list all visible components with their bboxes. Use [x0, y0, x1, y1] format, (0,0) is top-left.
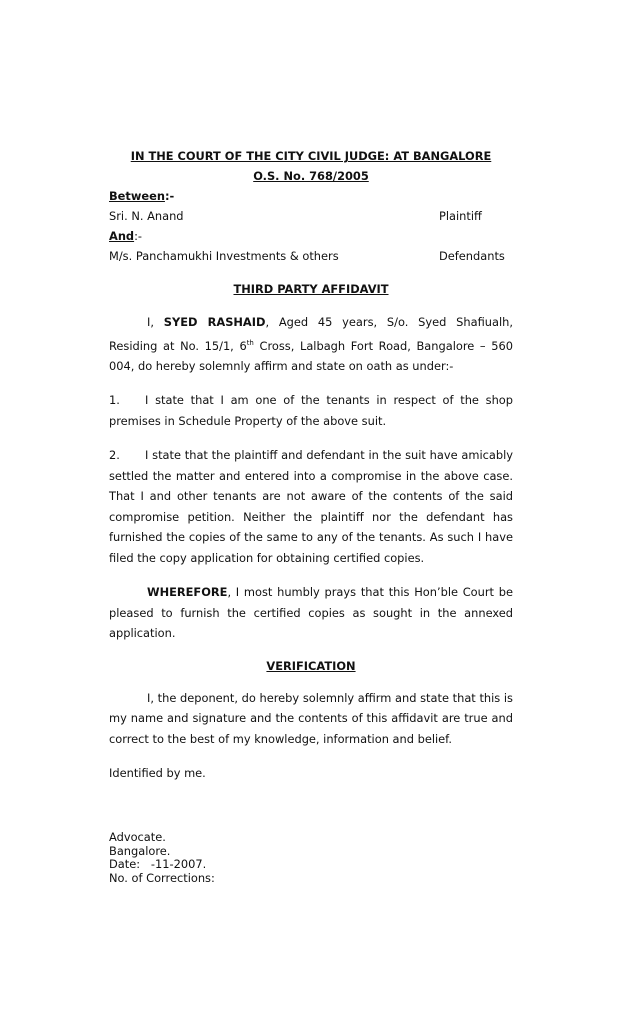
between-label-line	[109, 186, 513, 206]
between-suffix: :-	[164, 189, 175, 203]
plaintiff-name: Sri. N. Anand	[109, 209, 184, 223]
identified-line: Identified by me.	[109, 766, 206, 781]
court-title: IN THE COURT OF THE CITY CIVIL JUDGE: AT BANGALORE	[130, 149, 492, 163]
deponent-name: SYED RASHAID	[163, 315, 266, 329]
wherefore-text: , I most humbly prays that this Hon’ble Court be pleased to furnish the certified copies as sought in the annexed application.	[109, 585, 513, 641]
intro-part1: , Aged 45 years, S/o. Syed Shafiualh, Residing at No. 15/1, 6	[109, 315, 513, 353]
place-line: Bangalore.	[109, 843, 171, 858]
date-line: Date: -11-2007.	[109, 857, 207, 872]
point-2-text: I state that the plaintiff and defendant in the suit have amicably settled the matter and entered into a compromise in the above case. That I and other tenants are not aware of the contents of the said compromise petition. Neither the plaintiff nor the defendant has furnished the copies of the same to any of the tenants. As such I have filed the copy application for obtaining certified copies.	[109, 448, 513, 565]
point-1-text: I state that I am one of the tenants in respect of the shop premises in Schedule Property of the above suit.	[109, 393, 513, 428]
intro-sup: th	[246, 338, 254, 347]
and-label: And	[109, 229, 135, 243]
intro-part2: Cross, Lalbagh Fort Road, Bangalore – 560 004, do hereby solemnly affirm and state on oath as under:-	[109, 338, 513, 373]
point-2-number: 2.	[109, 448, 120, 463]
affidavit-page	[109, 146, 513, 885]
and-label-line	[109, 226, 513, 246]
and-suffix: :-	[134, 229, 143, 243]
verification-paragraph: I, the deponent, do hereby solemnly affirm and state that this is my name and signature and the contents of this affidavit are true and correct to the best of my knowledge, information and belief.	[109, 690, 513, 746]
between-label: Between	[109, 189, 165, 203]
signature-block	[109, 831, 513, 885]
point-1-number: 1.	[109, 393, 120, 408]
point-2	[109, 445, 513, 568]
defendant-line	[109, 246, 513, 266]
defendant-role: Defendants	[439, 249, 505, 263]
plaintiff-role: Plaintiff	[439, 209, 482, 223]
wherefore-lead: WHEREFORE	[147, 585, 228, 600]
defendant-name: M/s. Panchamukhi Investments & others	[109, 249, 339, 263]
affidavit-title: THIRD PARTY AFFIDAVIT	[233, 282, 389, 296]
intro-prefix: I,	[147, 315, 164, 329]
case-number: O.S. No. 768/2005	[253, 169, 369, 183]
plaintiff-line	[109, 206, 513, 226]
advocate-line: Advocate.	[109, 830, 166, 845]
intro-paragraph	[109, 312, 513, 376]
corrections-line: No. of Corrections:	[109, 870, 215, 885]
point-1	[109, 390, 513, 431]
verification-title: VERIFICATION	[266, 658, 356, 673]
wherefore-paragraph	[109, 582, 513, 644]
